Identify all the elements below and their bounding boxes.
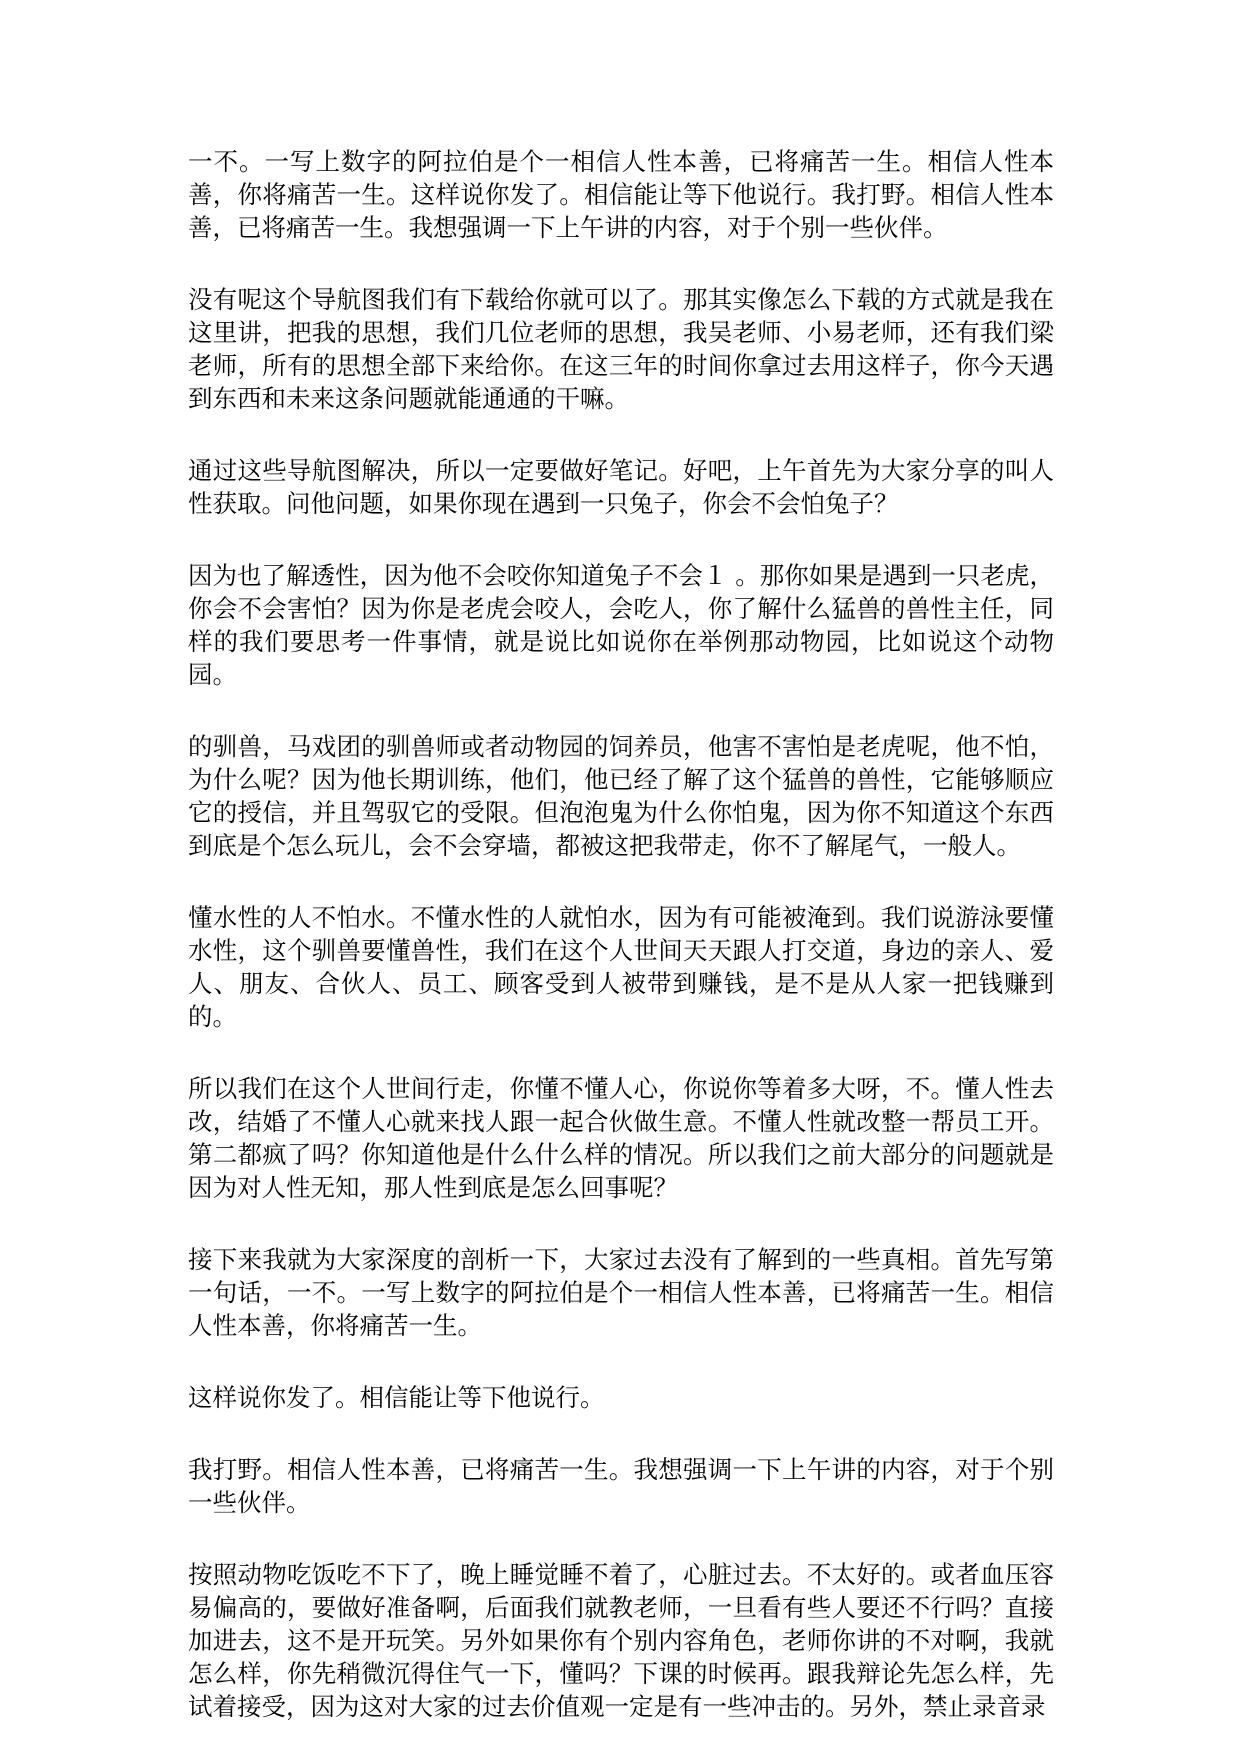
- paragraph-4: 因为也了解透性，因为他不会咬你知道兔子不会１ 。那你如果是遇到一只老虎，你会不会害怕？因为你是老虎会咬人，会吃人，你了解什么猛兽的兽性主任，同样的我们要思考一件事情，就是说比如说你在举例那动物园，比如说这个动物园。: [188, 561, 1054, 689]
- paragraph-1: 一不。一写上数字的阿拉伯是个一相信人性本善，已将痛苦一生。相信人性本善，你将痛苦一生。这样说你发了。相信能让等下他说行。我打野。相信人性本善，已将痛苦一生。我想强调一下上午讲的内容，对于个别一些伙伴。: [188, 147, 1054, 242]
- paragraph-2: 没有呢这个导航图我们有下载给你就可以了。那其实像怎么下载的方式就是我在这里讲，把我的思想，我们几位老师的思想，我吴老师、小易老师，还有我们梁老师，所有的思想全部下来给你。在这三年的时间你拿过去用这样子，你今天遇到东西和未来这条问题就能通通的干嘛。: [188, 285, 1054, 413]
- document-page: [188, 145, 1054, 1762]
- paragraph-11: 按照动物吃饭吃不下了，晚上睡觉睡不着了，心脏过去。不太好的。或者血压容易偏高的，要做好准备啊，后面我们就教老师，一旦看有些人要还不行吗？直接加进去，这不是开玩笑。另外如果你有个别内容角色，老师你讲的不对啊，我就怎么样，你先稍微沉得住气一下，懂吗？下课的时候再。跟我辩论先怎么样，先试着接受，因为这对大家的过去价值观一定是有一些冲击的。另外，禁止录音录: [188, 1560, 1054, 1721]
- paragraph-3: 通过这些导航图解决，所以一定要做好笔记。好吧，上午首先为大家分享的叫人性获取。问他问题，如果你现在遇到一只兔子，你会不会怕兔子？: [188, 456, 1054, 518]
- paragraph-7: 所以我们在这个人世间行走，你懂不懂人心，你说你等着多大呀，不。懂人性去改，结婚了不懂人心就来找人跟一起合伙做生意。不懂人性就改整一帮员工开。第二都疯了吗？你知道他是什么什么样的情况。所以我们之前大部分的问题就是因为对人性无知，那人性到底是怎么回事呢？: [188, 1074, 1054, 1202]
- paragraph-9: 这样说你发了。相信能让等下他说行。: [188, 1383, 605, 1412]
- paragraph-6: 懂水性的人不怕水。不懂水性的人就怕水，因为有可能被淹到。我们说游泳要懂水性，这个驯兽要懂兽性，我们在这个人世间天天跟人打交道，身边的亲人、爱人、朋友、合伙人、员工、顾客受到人被带到赚钱，是不是从人家一把钱赚到的。: [188, 903, 1054, 1031]
- paragraph-8: 接下来我就为大家深度的剖析一下，大家过去没有了解到的一些真相。首先写第一句话，一不。一写上数字的阿拉伯是个一相信人性本善，已将痛苦一生。相信人性本善，你将痛苦一生。: [188, 1245, 1054, 1340]
- paragraph-10: 我打野。相信人性本善，已将痛苦一生。我想强调一下上午讲的内容，对于个别一些伙伴。: [188, 1455, 1054, 1517]
- paragraph-5: 的驯兽，马戏团的驯兽师或者动物园的饲养员，他害不害怕是老虎呢，他不怕，为什么呢？因为他长期训练，他们，他已经了解了这个猛兽的兽性，它能够顺应它的授信，并且驾驭它的受限。但泡泡鬼为什么你怕鬼，因为你不知道这个东西到底是个怎么玩儿，会不会穿墙，都被这把我带走，你不了解尾气，一般人。: [188, 732, 1054, 860]
